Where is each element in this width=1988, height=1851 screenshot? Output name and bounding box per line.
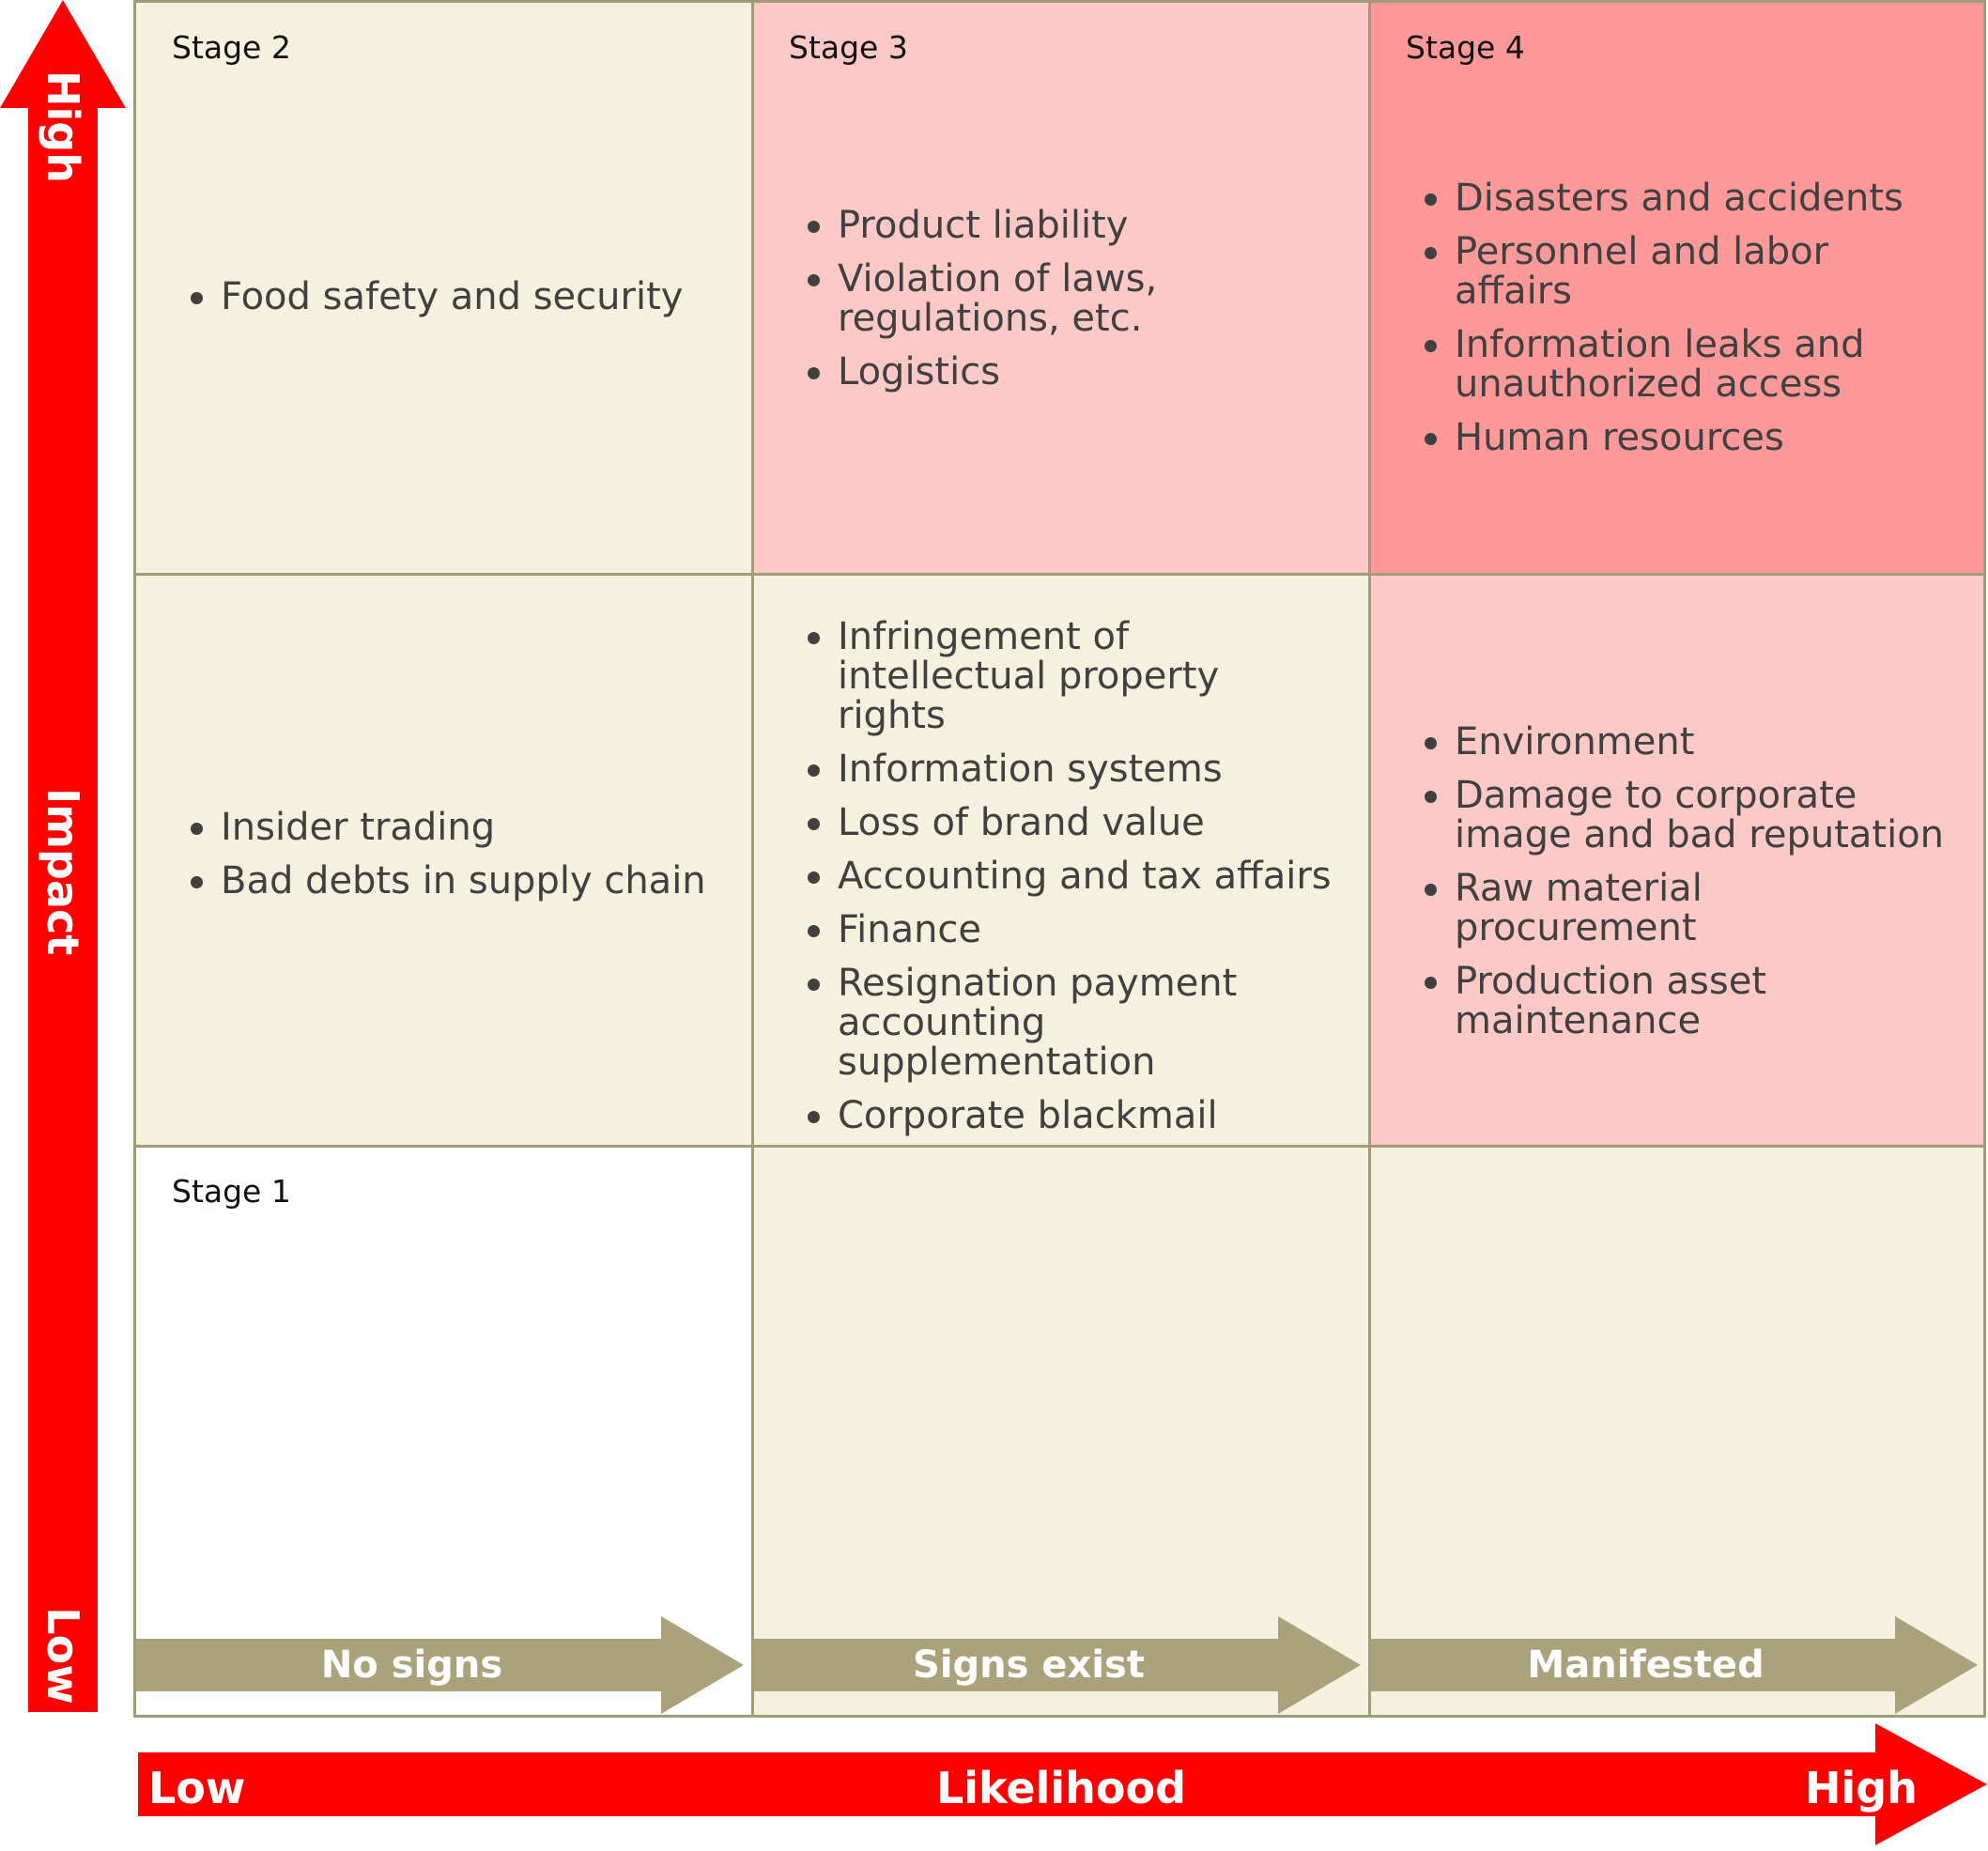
risk-matrix-grid	[133, 0, 1986, 1718]
stage-label: Stage 4	[1406, 29, 1525, 66]
cell-mid-mid	[753, 575, 1370, 1147]
risk-item: Human resources	[1423, 418, 1949, 457]
risk-item: Corporate blackmail	[806, 1096, 1332, 1135]
risk-list	[1423, 722, 1949, 1055]
stage-label: Stage 2	[172, 29, 291, 66]
risk-item: Finance	[806, 910, 1332, 949]
grid-line	[136, 1145, 1983, 1148]
impact-axis-label: Impact	[38, 788, 88, 956]
phase-label: Manifested	[1527, 1643, 1765, 1687]
risk-list	[1423, 178, 1949, 471]
phase-label: Signs exist	[913, 1643, 1145, 1687]
cell-mid-high	[1370, 575, 1983, 1147]
phase-arrow-signs-exist	[753, 1616, 1361, 1714]
risk-item: Information systems	[806, 749, 1332, 789]
risk-item: Personnel and labor affairs	[1423, 232, 1949, 311]
phase-arrow-no-signs	[136, 1616, 744, 1714]
risk-item: Raw material procurement	[1423, 869, 1949, 948]
cell-stage3	[753, 3, 1370, 575]
grid-line	[136, 573, 1983, 576]
risk-item: Loss of brand value	[806, 803, 1332, 842]
risk-item: Insider trading	[189, 808, 733, 847]
risk-list	[189, 277, 683, 331]
stage-label: Stage 3	[789, 29, 908, 66]
phase-arrow-manifested	[1370, 1616, 1978, 1714]
likelihood-axis-high-label: High	[1805, 1763, 1918, 1813]
risk-item: Accounting and tax affairs	[806, 856, 1332, 896]
risk-item: Damage to corporate image and bad reputation	[1423, 776, 1949, 855]
likelihood-axis-low-label: Low	[148, 1763, 246, 1813]
risk-list	[806, 206, 1350, 406]
risk-item: Environment	[1423, 722, 1949, 762]
risk-item: Bad debts in supply chain	[189, 861, 733, 901]
risk-item: Resignation payment accounting supplementation	[806, 964, 1332, 1082]
stage-label: Stage 1	[172, 1173, 291, 1210]
risk-item: Production asset maintenance	[1423, 962, 1949, 1041]
likelihood-axis-label: Likelihood	[935, 1763, 1187, 1813]
risk-list	[806, 617, 1332, 1203]
cell-stage2	[136, 3, 753, 575]
risk-item: Product liability	[806, 206, 1350, 245]
risk-item: Food safety and security	[189, 277, 683, 316]
grid-line	[751, 3, 754, 1715]
risk-list	[189, 808, 733, 915]
risk-item: Disasters and accidents	[1423, 178, 1949, 218]
risk-item: Violation of laws, regulations, etc.	[806, 259, 1350, 338]
risk-item: Logistics	[806, 352, 1350, 392]
impact-axis-low-label: Low	[38, 1607, 88, 1704]
cell-mid-low	[136, 575, 753, 1147]
phase-label: No signs	[320, 1643, 503, 1687]
cell-stage4	[1370, 3, 1983, 575]
impact-axis-high-label: High	[38, 70, 88, 183]
risk-item: Information leaks and unauthorized access	[1423, 325, 1949, 404]
grid-line	[1368, 3, 1371, 1715]
risk-item: Infringement of intellectual property rights	[806, 617, 1332, 735]
